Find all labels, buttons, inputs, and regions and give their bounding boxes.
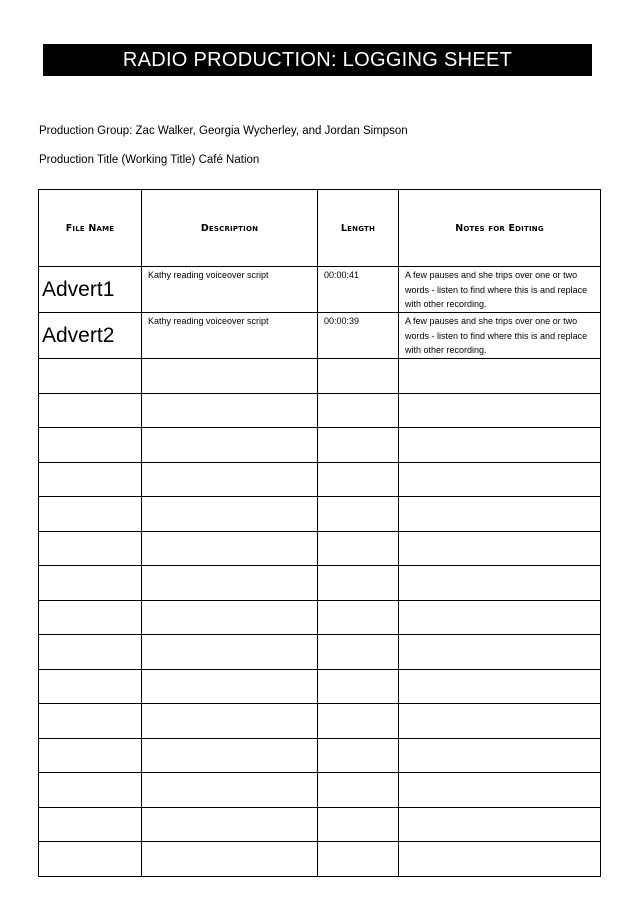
notes-cell[interactable] <box>399 566 601 601</box>
empty-table-row <box>39 359 601 394</box>
column-header-notes: Notes for Editing <box>399 190 601 267</box>
length-cell: 00:00:41 <box>318 267 399 313</box>
file-name-cell[interactable] <box>39 531 142 566</box>
description-cell[interactable] <box>142 704 318 739</box>
file-name-cell[interactable] <box>39 738 142 773</box>
empty-table-row <box>39 600 601 635</box>
empty-table-row <box>39 635 601 670</box>
length-cell[interactable] <box>318 497 399 532</box>
length-cell[interactable] <box>318 773 399 808</box>
description-cell[interactable] <box>142 566 318 601</box>
notes-cell[interactable] <box>399 531 601 566</box>
empty-table-row <box>39 531 601 566</box>
description-cell[interactable] <box>142 807 318 842</box>
empty-table-row <box>39 497 601 532</box>
file-name-cell[interactable] <box>39 359 142 394</box>
notes-cell[interactable] <box>399 600 601 635</box>
production-group: Production Group: Zac Walker, Georgia Wycherley, and Jordan Simpson <box>39 125 408 137</box>
file-name-cell[interactable] <box>39 704 142 739</box>
file-name-cell[interactable] <box>39 773 142 808</box>
table-row <box>39 267 601 313</box>
length-cell[interactable] <box>318 566 399 601</box>
file-name-cell[interactable] <box>39 807 142 842</box>
notes-cell[interactable] <box>399 462 601 497</box>
file-name-cell[interactable] <box>39 462 142 497</box>
description-cell[interactable] <box>142 738 318 773</box>
description-cell[interactable] <box>142 462 318 497</box>
description-cell: Kathy reading voiceover script <box>142 313 318 359</box>
notes-cell[interactable] <box>399 807 601 842</box>
column-header-length: Length <box>318 190 399 267</box>
notes-cell[interactable] <box>399 635 601 670</box>
length-cell[interactable] <box>318 704 399 739</box>
notes-cell[interactable] <box>399 738 601 773</box>
length-cell[interactable] <box>318 669 399 704</box>
column-header-description: Description <box>142 190 318 267</box>
description-cell[interactable] <box>142 393 318 428</box>
length-cell[interactable] <box>318 635 399 670</box>
notes-cell[interactable] <box>399 669 601 704</box>
empty-table-row <box>39 428 601 463</box>
length-cell[interactable] <box>318 738 399 773</box>
table-row <box>39 313 601 359</box>
table-header-row <box>39 190 601 267</box>
empty-table-row <box>39 462 601 497</box>
length-cell[interactable] <box>318 600 399 635</box>
column-header-file-name: File Name <box>39 190 142 267</box>
empty-table-row <box>39 807 601 842</box>
length-cell[interactable] <box>318 359 399 394</box>
empty-table-row <box>39 773 601 808</box>
description-cell[interactable] <box>142 428 318 463</box>
notes-cell[interactable] <box>399 359 601 394</box>
production-title: Production Title (Working Title) Café Nation <box>39 154 260 166</box>
file-name-cell[interactable] <box>39 497 142 532</box>
file-name-cell: Advert2 <box>39 313 142 359</box>
file-name-cell: Advert1 <box>39 267 142 313</box>
notes-cell[interactable] <box>399 428 601 463</box>
file-name-cell[interactable] <box>39 669 142 704</box>
logging-table <box>38 189 601 877</box>
notes-cell[interactable] <box>399 842 601 877</box>
length-cell[interactable] <box>318 531 399 566</box>
description-cell[interactable] <box>142 497 318 532</box>
description-cell[interactable] <box>142 359 318 394</box>
notes-cell: A few pauses and she trips over one or two words - listen to find where this is and replace with other recording. <box>399 313 601 359</box>
description-cell[interactable] <box>142 531 318 566</box>
length-cell[interactable] <box>318 393 399 428</box>
empty-table-row <box>39 738 601 773</box>
length-cell: 00:00:39 <box>318 313 399 359</box>
empty-table-row <box>39 393 601 428</box>
empty-table-row <box>39 704 601 739</box>
file-name-cell[interactable] <box>39 600 142 635</box>
description-cell: Kathy reading voiceover script <box>142 267 318 313</box>
description-cell[interactable] <box>142 635 318 670</box>
description-cell[interactable] <box>142 842 318 877</box>
page-title: RADIO PRODUCTION: LOGGING SHEET <box>43 44 592 76</box>
file-name-cell[interactable] <box>39 566 142 601</box>
file-name-cell[interactable] <box>39 393 142 428</box>
length-cell[interactable] <box>318 842 399 877</box>
length-cell[interactable] <box>318 428 399 463</box>
description-cell[interactable] <box>142 773 318 808</box>
notes-cell[interactable] <box>399 393 601 428</box>
description-cell[interactable] <box>142 669 318 704</box>
description-cell[interactable] <box>142 600 318 635</box>
length-cell[interactable] <box>318 807 399 842</box>
empty-table-row <box>39 669 601 704</box>
empty-table-row <box>39 566 601 601</box>
file-name-cell[interactable] <box>39 635 142 670</box>
notes-cell[interactable] <box>399 497 601 532</box>
notes-cell: A few pauses and she trips over one or two words - listen to find where this is and replace with other recording. <box>399 267 601 313</box>
empty-table-row <box>39 842 601 877</box>
notes-cell[interactable] <box>399 704 601 739</box>
file-name-cell[interactable] <box>39 842 142 877</box>
file-name-cell[interactable] <box>39 428 142 463</box>
length-cell[interactable] <box>318 462 399 497</box>
notes-cell[interactable] <box>399 773 601 808</box>
